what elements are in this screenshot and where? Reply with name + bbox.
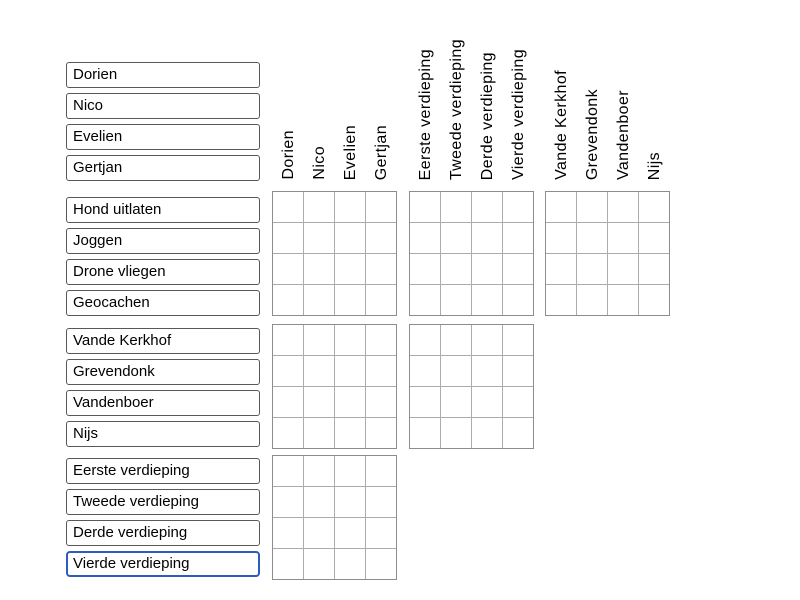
grid-cell[interactable] [608, 254, 638, 284]
grid-cell[interactable] [304, 356, 334, 386]
column-header-label: Nijs [645, 151, 663, 180]
label-box-vande-kerkhof[interactable]: Vande Kerkhof [66, 328, 260, 354]
grid-cell[interactable] [366, 223, 396, 253]
grid-cell[interactable] [608, 223, 638, 253]
column-header-dorien [273, 0, 304, 180]
grid-cell[interactable] [366, 285, 396, 315]
grid-cell[interactable] [304, 549, 334, 579]
grid-cell[interactable] [639, 223, 669, 253]
grid-cell[interactable] [366, 254, 396, 284]
label-box-evelien[interactable]: Evelien [66, 124, 260, 150]
grid-cell[interactable] [503, 192, 533, 222]
grid-cell[interactable] [366, 325, 396, 355]
label-box-tweede-verdieping[interactable]: Tweede verdieping [66, 489, 260, 515]
grid-cell[interactable] [441, 223, 471, 253]
label-box-derde-verdieping[interactable]: Derde verdieping [66, 520, 260, 546]
label-box-geocachen[interactable]: Geocachen [66, 290, 260, 316]
grid-cell[interactable] [503, 285, 533, 315]
grid-cell[interactable] [608, 285, 638, 315]
grid-cell[interactable] [366, 518, 396, 548]
grid-cell[interactable] [472, 192, 502, 222]
grid-cell[interactable] [441, 192, 471, 222]
label-group-surnames [66, 328, 260, 452]
grid-cell[interactable] [472, 285, 502, 315]
column-header-vandenboer [608, 0, 639, 180]
column-header-nico [304, 0, 335, 180]
grid-cell[interactable] [304, 325, 334, 355]
column-header-grevendonk [577, 0, 608, 180]
column-header-label: Evelien [341, 124, 359, 180]
grid-block-surnames-floors [409, 324, 534, 449]
column-header-label: Grevendonk [583, 88, 601, 180]
grid-cell[interactable] [410, 192, 440, 222]
column-header-label: Tweede verdieping [447, 38, 465, 180]
column-header-eerste-verdieping [410, 0, 441, 180]
grid-block-floors-names [272, 455, 397, 580]
grid-cell[interactable] [273, 549, 303, 579]
column-header-vierde-verdieping [503, 0, 534, 180]
column-header-gertjan [366, 0, 397, 180]
grid-cell[interactable] [335, 456, 365, 486]
label-box-drone-vliegen[interactable]: Drone vliegen [66, 259, 260, 285]
grid-cell[interactable] [639, 254, 669, 284]
grid-cell[interactable] [304, 387, 334, 417]
grid-cell[interactable] [441, 254, 471, 284]
column-header-label: Vande Kerkhof [552, 70, 570, 180]
grid-cell[interactable] [410, 356, 440, 386]
grid-cell[interactable] [273, 285, 303, 315]
grid-cell[interactable] [366, 549, 396, 579]
grid-cell[interactable] [273, 418, 303, 448]
grid-cell[interactable] [639, 192, 669, 222]
grid-block-activities-names [272, 191, 397, 316]
grid-block-activities-floors [409, 191, 534, 316]
grid-cell[interactable] [335, 549, 365, 579]
grid-cell[interactable] [410, 418, 440, 448]
grid-cell[interactable] [273, 223, 303, 253]
grid-cell[interactable] [577, 254, 607, 284]
grid-cell[interactable] [472, 325, 502, 355]
label-box-vierde-verdieping[interactable]: Vierde verdieping [66, 551, 260, 577]
grid-cell[interactable] [472, 418, 502, 448]
column-header-label: Gertjan [372, 124, 390, 180]
grid-cell[interactable] [335, 487, 365, 517]
grid-cell[interactable] [577, 223, 607, 253]
grid-cell[interactable] [441, 418, 471, 448]
grid-cell[interactable] [273, 192, 303, 222]
grid-cell[interactable] [366, 387, 396, 417]
grid-cell[interactable] [366, 356, 396, 386]
grid-cell[interactable] [304, 223, 334, 253]
grid-block-activities-surnames [545, 191, 670, 316]
label-box-gertjan[interactable]: Gertjan [66, 155, 260, 181]
grid-cell[interactable] [577, 285, 607, 315]
grid-cell[interactable] [503, 254, 533, 284]
grid-cell[interactable] [335, 325, 365, 355]
label-box-grevendonk[interactable]: Grevendonk [66, 359, 260, 385]
grid-cell[interactable] [273, 456, 303, 486]
grid-cell[interactable] [410, 325, 440, 355]
label-box-eerste-verdieping[interactable]: Eerste verdieping [66, 458, 260, 484]
grid-cell[interactable] [273, 254, 303, 284]
grid-cell[interactable] [546, 254, 576, 284]
grid-cell[interactable] [335, 223, 365, 253]
grid-cell[interactable] [441, 387, 471, 417]
column-header-label: Derde verdieping [478, 51, 496, 180]
grid-cell[interactable] [366, 456, 396, 486]
grid-cell[interactable] [304, 456, 334, 486]
grid-cell[interactable] [546, 223, 576, 253]
grid-cell[interactable] [335, 285, 365, 315]
grid-cell[interactable] [577, 192, 607, 222]
label-group-activities [66, 197, 260, 321]
grid-cell[interactable] [472, 387, 502, 417]
column-header-label: Dorien [279, 130, 297, 180]
grid-cell[interactable] [335, 387, 365, 417]
label-box-joggen[interactable]: Joggen [66, 228, 260, 254]
column-header-group-floors [409, 0, 534, 180]
grid-cell[interactable] [304, 285, 334, 315]
column-header-label: Vandenboer [614, 90, 632, 180]
grid-cell[interactable] [366, 418, 396, 448]
grid-cell[interactable] [410, 387, 440, 417]
grid-cell[interactable] [441, 356, 471, 386]
grid-cell[interactable] [366, 192, 396, 222]
grid-cell[interactable] [410, 254, 440, 284]
grid-cell[interactable] [503, 387, 533, 417]
label-box-nico[interactable]: Nico [66, 93, 260, 119]
grid-cell[interactable] [273, 518, 303, 548]
column-header-nijs [639, 0, 670, 180]
grid-cell[interactable] [546, 285, 576, 315]
column-header-group-names [272, 0, 397, 180]
grid-cell[interactable] [546, 192, 576, 222]
column-header-tweede-verdieping [441, 0, 472, 180]
column-header-derde-verdieping [472, 0, 503, 180]
grid-cell[interactable] [472, 254, 502, 284]
column-header-label: Nico [310, 146, 328, 180]
grid-cell[interactable] [472, 356, 502, 386]
column-header-evelien [335, 0, 366, 180]
grid-cell[interactable] [441, 285, 471, 315]
grid-cell[interactable] [304, 518, 334, 548]
column-header-label: Vierde verdieping [509, 48, 527, 180]
grid-cell[interactable] [503, 325, 533, 355]
grid-cell[interactable] [304, 418, 334, 448]
column-header-vande-kerkhof [546, 0, 577, 180]
grid-cell[interactable] [441, 325, 471, 355]
grid-cell[interactable] [410, 285, 440, 315]
grid-cell[interactable] [273, 387, 303, 417]
grid-cell[interactable] [304, 192, 334, 222]
grid-cell[interactable] [608, 192, 638, 222]
grid-cell[interactable] [639, 285, 669, 315]
label-group-floors [66, 458, 260, 582]
label-box-nijs[interactable]: Nijs [66, 421, 260, 447]
grid-cell[interactable] [335, 254, 365, 284]
label-box-vandenboer[interactable]: Vandenboer [66, 390, 260, 416]
grid-cell[interactable] [273, 356, 303, 386]
grid-cell[interactable] [273, 325, 303, 355]
grid-cell[interactable] [335, 418, 365, 448]
grid-cell[interactable] [503, 418, 533, 448]
grid-cell[interactable] [304, 254, 334, 284]
grid-cell[interactable] [410, 223, 440, 253]
grid-cell[interactable] [335, 192, 365, 222]
column-header-label: Eerste verdieping [416, 48, 434, 180]
grid-cell[interactable] [503, 223, 533, 253]
grid-cell[interactable] [472, 223, 502, 253]
label-box-dorien[interactable]: Dorien [66, 62, 260, 88]
grid-block-surnames-names [272, 324, 397, 449]
grid-cell[interactable] [335, 356, 365, 386]
grid-cell[interactable] [304, 487, 334, 517]
column-header-group-surnames [545, 0, 670, 180]
label-group-names [66, 62, 260, 186]
grid-cell[interactable] [335, 518, 365, 548]
grid-cell[interactable] [503, 356, 533, 386]
label-box-hond-uitlaten[interactable]: Hond uitlaten [66, 197, 260, 223]
grid-cell[interactable] [366, 487, 396, 517]
grid-cell[interactable] [273, 487, 303, 517]
